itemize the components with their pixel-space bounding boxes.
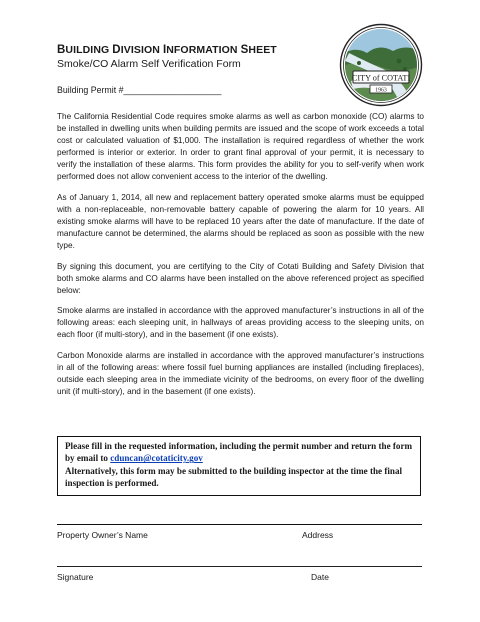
body-text [57,111,424,406]
seal-year: 1963 [375,87,387,94]
paragraph-co-alarms: Carbon Monoxide alarms are installed in accordance with the approved manufacturer’s instructions in all of the following areas: where fossil fuel burning appliances are installed (including fireplaces), outside each sleeping area in the immediate vicinity of the bedrooms, on every floor of the dwelling unit (if multi-story), and in the basement (if one exists). [57,350,424,397]
form-subtitle: Smoke/CO Alarm Self Verification Form [57,58,241,70]
owner-address-line[interactable] [57,524,422,525]
paragraph-smoke-alarms: Smoke alarms are installed in accordance with the approved manufacturer’s instructions in all of the following areas: each sleeping unit, in hallways of areas providing access to the sleeping units, on each floor (if multi-story), and in the basement (if one exists). [57,306,424,340]
city-seal-logo [339,23,423,107]
seal-city-name: CITY of COTATI [351,73,411,83]
paragraph-battery-requirement: As of January 1, 2014, all new and replacement battery operated smoke alarms must be equipped with a non-replaceable, non-removable battery capable of powering the alarm for 10 years. All existing smoke alarms will have to be replaced 10 years after the date of manufacture. If the date of manufacture cannot be determined, the alarms should be replaced as soon as possible with the new type. [57,192,424,251]
date-label: Date [311,572,329,582]
building-permit-field[interactable]: Building Permit #____________________ [57,85,222,95]
title-word-sheet: HEET [248,44,277,56]
title-initial-b: B [57,44,66,56]
title-word-division: IVISION [120,44,163,56]
title-initial-s: S [240,44,249,56]
submission-notice-box [57,436,421,496]
title-initial-d: D [112,44,121,56]
notice-alternative: Alternatively, this form may be submitted to the building inspector at the time the final inspection is performed. [65,465,403,488]
form-title [57,44,277,56]
title-initial-i: I [162,44,167,56]
notice-instructions: Please fill in the requested information, including the permit number and return the form by email to [65,441,413,464]
paragraph-certification: By signing this document, you are certifying to the City of Cotati Building and Safety Division that both smoke alarms and CO alarms have been installed on the above referenced project as specified below: [57,261,424,295]
address-label: Address [302,530,334,540]
signature-date-line[interactable] [57,566,422,567]
title-word-building: UILDING [65,44,113,56]
title-word-information: NFORMATION [166,44,241,56]
signature-label: Signature [57,572,94,582]
property-owner-name-label: Property Owner’s Name [57,530,148,540]
paragraph-code-requirement: The California Residential Code requires smoke alarms as well as carbon monoxide (CO) alarms to be installed in dwelling units when building permits are issued and the scope of work exceeds a total cost or calculated valuation of $1,000. The installation is required regardless of whether the work performed is interior or exterior. In order to grant final approval of your permit, it is necessary to verify the installation of these alarms. This form provides the ability for you to self-verify when work performed does not allow convenient access to the interior of the dwelling. [57,112,424,182]
email-link[interactable]: cduncan@cotaticity.gov [110,453,203,464]
